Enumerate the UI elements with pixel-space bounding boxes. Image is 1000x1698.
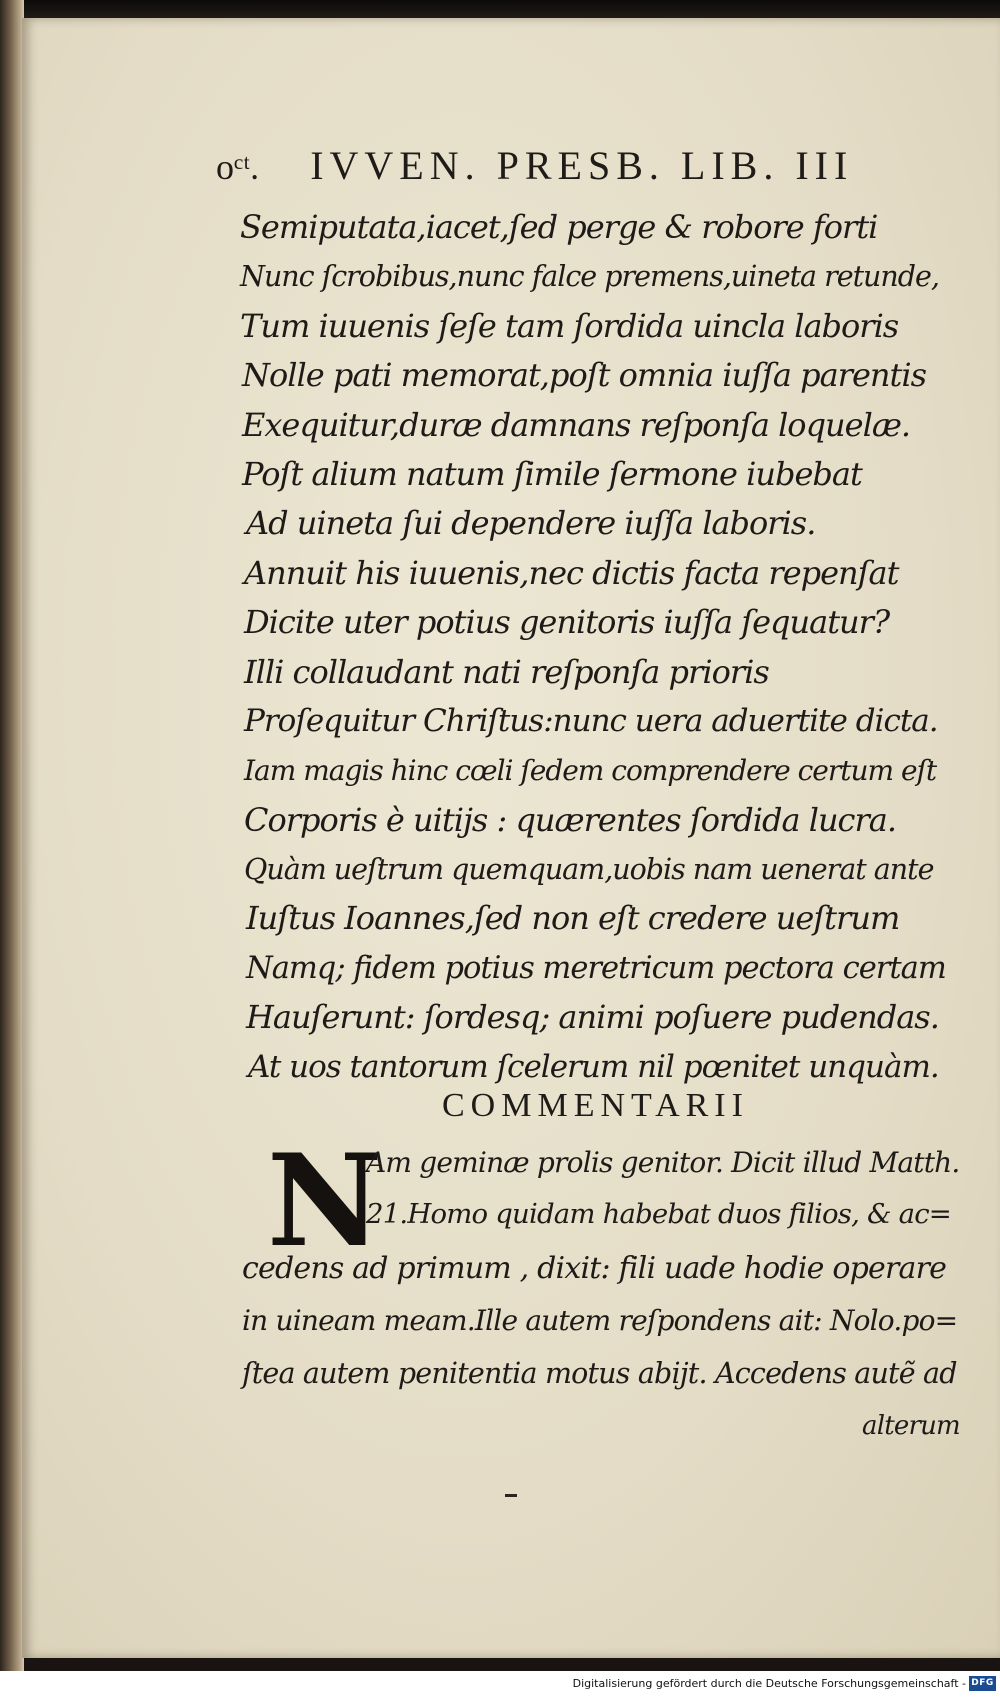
dfg-logo-text: DFG [971,1678,994,1688]
verse-line: Exequitur,duræ damnans reſponſa loquelæ. [242,405,911,444]
funding-credit: Digitalisierung gefördert durch die Deutsche Forschungsgemeinschaft - [572,1677,966,1690]
dfg-logo-icon [969,1676,996,1691]
verse-line: Iuſtus Ioannes,ſed non eſt credere ueſtrum [246,899,900,938]
verse-line: Corporis è uitijs : quærentes ſordida lucra. [244,800,897,839]
verse-line: Poſt alium natum ſimile ſermone iubebat [242,454,862,493]
binding-edge [0,0,24,1698]
commentary-line: in uineam meam.Ille autem reſpondens ait: Nolo.po= [242,1304,958,1337]
verse-line: Annuit his iuuenis,nec dictis facta repenſat [244,553,899,592]
commentary-line: Am geminæ prolis genitor. Dicit illud Matth. [366,1146,960,1179]
decorated-initial: N [267,1127,383,1275]
verse-line: Nolle pati memorat,poſt omnia iuſſa parentis [242,356,926,395]
commentary-line: ſtea autem penitentia motus abijt. Accedens autẽ ad [242,1357,957,1390]
folio-number: oᶜᵗ. [216,147,260,187]
page-mark [505,1494,517,1497]
verse-line: At uos tantorum ſcelerum nil pœnitet unquàm. [248,1048,939,1085]
verse-line: Hauſerunt: ſordesq; animi poſuere pudendas. [246,998,939,1037]
verse-line: Iam magis hinc cœli ſedem comprendere certum eſt [244,754,937,788]
verse-line: Namq; fidem potius meretricum pectora certam [246,950,946,986]
verse-line: Quàm ueſtrum quemquam,uobis nam uenerat ante [244,853,934,887]
bleed-through [940,210,1000,240]
verse-line: Dicite uter potius genitoris iuſſa ſequatur? [244,603,890,642]
verse-line: Proſequitur Chriſtus:nunc uera aduertite dicta. [244,702,938,739]
running-title: IVVEN. PRESB. LIB. III [310,143,854,188]
verse-line: Ad uineta ſui dependere iuſſa laboris. [246,504,816,543]
verse-line: Nunc ſcrobibus,nunc falce premens,uineta retunde, [240,260,939,294]
verse-line: Illi collaudant nati reſponſa prioris [244,652,769,691]
verse-block [240,203,946,1092]
commentary-line: 21.Homo quidam habebat duos filios, & ac= [366,1198,952,1230]
running-head [216,142,936,188]
verse-line: Tum iuuenis ſeſe tam ſordida uincla laboris [240,306,899,345]
section-heading: COMMENTARII [442,1087,749,1124]
verse-line: Semiputata,iacet,ſed perge & robore forti [240,208,878,246]
attribution-bar [0,1671,1000,1698]
commentary-line: alterum [862,1411,960,1441]
commentary-line: cedens ad primum , dixit: fili uade hodie operare [242,1251,947,1286]
commentary-text [240,1127,960,1520]
